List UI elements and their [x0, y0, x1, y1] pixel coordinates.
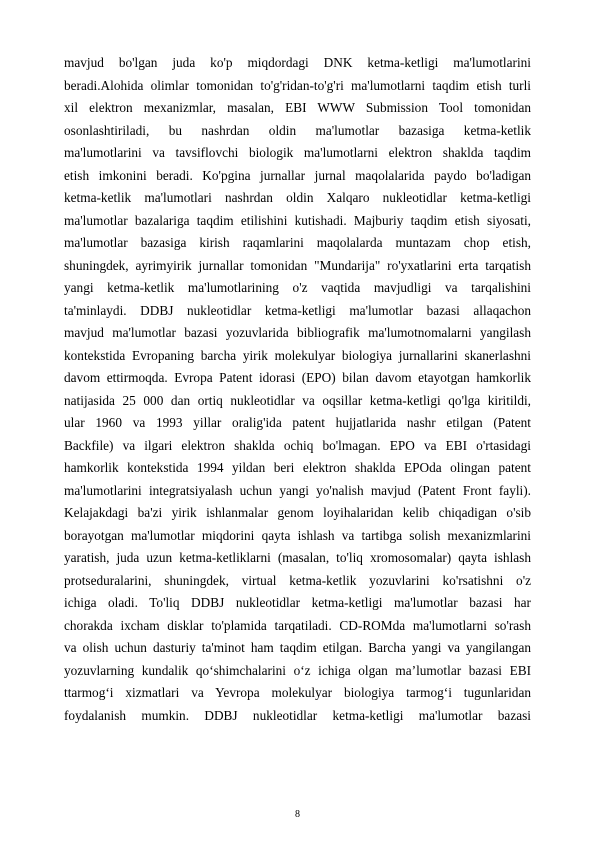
text-line: mavjud bo'lgan juda ko'p miqdordagi DNK ketma-ketligi ma'lumotlarini — [64, 55, 531, 70]
text-line: yaratish, juda uzun ketma-ketliklarni (masalan, to'liq xromosomalar) qayta ishlash — [64, 550, 531, 565]
text-line: ma'lumotlar bazasiga kirish raqamlarini maqolalarda muntazam chop etish, — [64, 235, 531, 250]
text-line: borayotgan ma'lumotlar miqdorini qayta ishlash va tartibga solish mexanizmlarini — [64, 527, 531, 543]
text-line: foydalanish mumkin. DDBJ nukleotidlar ketma-ketligi ma'lumotlar bazasi — [64, 707, 531, 723]
text-line: shuningdek, ayrimyirik jurnallar tomonidan "Mundarija" ro'yxatlarini erta tarqatish — [64, 257, 531, 273]
text-line: chorakda ixcham disklar to'plamida tarqatiladi. CD-ROMda ma'lumotlarni so'rash — [64, 617, 531, 633]
text-line: etish imkonini beradi. Ko'pgina jurnallar jurnal maqolalarida paydo bo'ladigan — [64, 167, 531, 183]
text-line: ular 1960 va 1993 yillar oralig'ida patent hujjatlarida nashr etilgan (Patent — [64, 415, 531, 430]
page-number: 8 — [295, 809, 300, 820]
text-line: ma'lumotlar bazalariga taqdim etilishini kutishadi. Majburiy taqdim etish siyosati, — [64, 212, 531, 228]
text-line: osonlashtiriladi, bu nashrdan oldin ma'lumotlar bazasiga ketma-ketlik — [64, 122, 531, 138]
text-line: hamkorlik kontekstida 1994 yildan beri elektron shaklda EPOda olingan patent — [64, 460, 531, 475]
text-line: Backfile) va ilgari elektron shaklda ochiq bo'lmagan. EPO va EBI o'rtasidagi — [64, 437, 531, 453]
text-line: davom ettirmoqda. Evropa Patent idorasi (EPO) bilan davom etayotgan hamkorlik — [64, 370, 531, 385]
text-line: ma'lumotlarini va tavsiflovchi biologik ma'lumotlarni elektron shaklda taqdim — [64, 145, 531, 160]
text-line: beradi.Alohida olimlar tomonidan to'g'ridan-to'g'ri ma'lumotlarni taqdim etish turli — [64, 77, 531, 93]
body-text — [64, 52, 531, 727]
text-line: yozuvlarning kundalik qo‘shimchalarini o‘z ichiga olgan ma’lumotlar bazasi EBI — [64, 662, 531, 678]
text-line: ketma-ketlik ma'lumotlari nashrdan oldin Xalqaro nukleotidlar ketma-ketligi — [64, 190, 531, 205]
text-line: xil elektron mexanizmlar, masalan, EBI WWW Submission Tool tomonidan — [64, 100, 531, 115]
text-line: protseduralarini, shuningdek, virtual ketma-ketlik yozuvlarini ko'rsatishni o'z — [64, 572, 531, 588]
text-line: ma'lumotlarini integratsiyalash uchun yangi yo'nalish mavjud (Patent Front fayli). — [64, 482, 531, 498]
text-line: kontekstida Evropaning barcha yirik molekulyar biologiya jurnallarini skanerlashni — [64, 347, 531, 363]
text-line: ichiga oladi. To'liq DDBJ nukleotidlar ketma-ketligi ma'lumotlar bazasi har — [64, 595, 531, 610]
text-line: ttarmog‘i xizmatlari va Yevropa molekulyar biologiya tarmog‘i tugunlaridan — [64, 685, 531, 700]
text-line: yangi ketma-ketlik ma'lumotlarining o'z vaqtida mavjudligi va tarqalishini — [64, 280, 531, 295]
text-line: mavjud ma'lumotlar bazasi yozuvlarida bibliografik ma'lumotnomalarni yangilash — [64, 325, 531, 340]
text-line: ta'minlaydi. DDBJ nukleotidlar ketma-ketligi ma'lumotlar bazasi allaqachon — [64, 302, 531, 318]
text-line: va olish uchun dasturiy ta'minot ham taqdim etilgan. Barcha yangi va yangilangan — [64, 640, 531, 655]
text-line: natijasida 25 000 dan ortiq nukleotidlar va oqsillar ketma-ketligi qo'lga kiritildi, — [64, 392, 531, 408]
text-line: Kelajakdagi ba'zi yirik ishlanmalar genom loyihalaridan kelib chiqadigan o'sib — [64, 505, 531, 520]
